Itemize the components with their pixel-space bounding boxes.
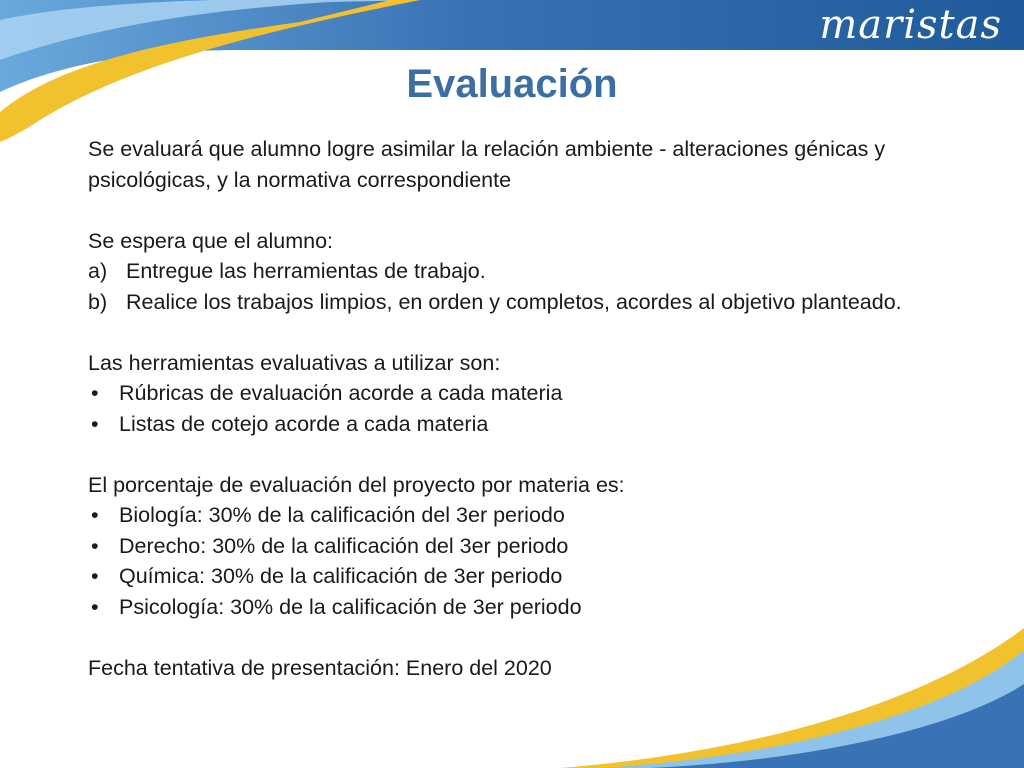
bullet-marker: • <box>91 533 99 558</box>
bullet-marker: • <box>91 411 99 436</box>
tools-heading: Las herramientas evaluativas a utilizar son: <box>88 350 501 375</box>
list-item <box>88 287 968 318</box>
bullet-marker: • <box>91 503 99 527</box>
list-item-text: Realice los trabajos limpios, en orden y completos, acordes al objetivo planteado. <box>126 289 902 314</box>
list-item-text: Entregue las herramientas de trabajo. <box>126 259 486 283</box>
list-item <box>88 592 968 623</box>
page-title: Evaluación <box>406 62 618 106</box>
list-marker: a) <box>88 259 108 283</box>
percentages-heading: El porcentaje de evaluación del proyecto por materia es: <box>88 472 625 497</box>
slide-body <box>88 134 968 683</box>
list-marker: b) <box>88 289 108 314</box>
expectations-heading: Se espera que el alumno: <box>88 228 334 253</box>
list-item-text: Rúbricas de evaluación acorde a cada materia <box>119 381 563 405</box>
list-item-text: Psicología: 30% de la calificación de 3er periodo <box>119 594 582 619</box>
intro-paragraph: Se evaluará que alumno logre asimilar la relación ambiente - alteraciones génicas y psicológicas, y la normativa correspondiente <box>88 137 886 192</box>
list-item <box>88 500 968 531</box>
list-item <box>88 256 968 287</box>
bullet-marker: • <box>91 381 99 405</box>
bullet-marker: • <box>91 594 99 619</box>
list-item <box>88 409 968 440</box>
list-item-text: Listas de cotejo acorde a cada materia <box>119 411 489 436</box>
list-item <box>88 561 968 592</box>
bullet-marker: • <box>91 564 99 588</box>
list-item <box>88 531 968 562</box>
list-item-text: Derecho: 30% de la calificación del 3er periodo <box>119 533 569 558</box>
list-item-text: Química: 30% de la calificación de 3er periodo <box>119 564 563 588</box>
list-item-text: Biología: 30% de la calificación del 3er periodo <box>119 503 565 527</box>
presentation-date: Fecha tentativa de presentación: Enero del 2020 <box>88 655 552 680</box>
list-item <box>88 378 968 409</box>
maristas-logo: maristas <box>819 2 1002 48</box>
